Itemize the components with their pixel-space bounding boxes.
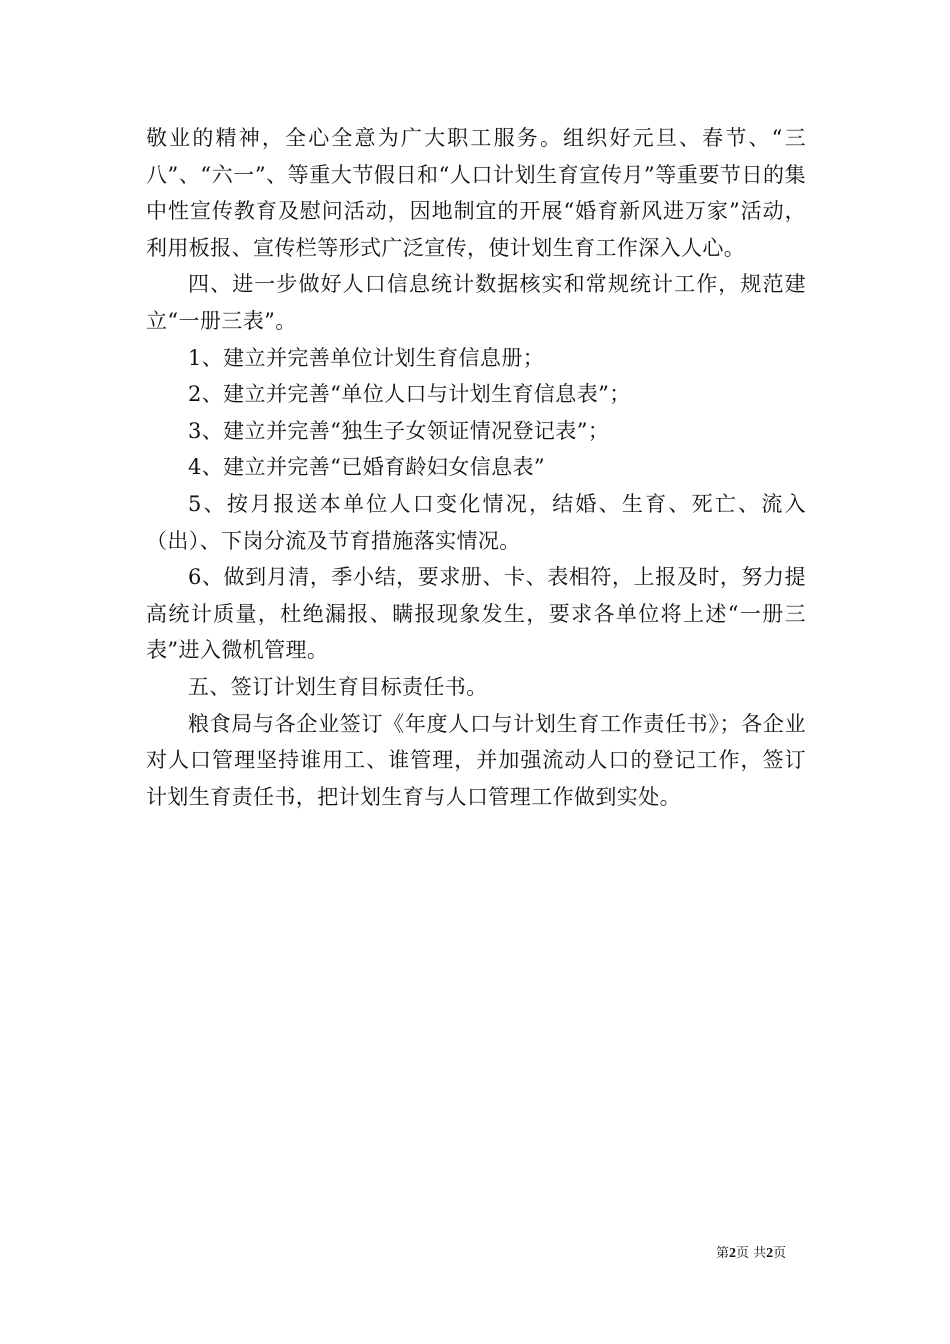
- list-item-2: 2、建立并完善“单位人口与计划生育信息表”；: [188, 382, 631, 407]
- paragraph-section-five: 五、签订计划生育目标责任书。: [188, 674, 488, 699]
- paragraph-continuation: 敬业的精神，全心全意为广大职工服务。组织好元旦、春节、“三八”、“六一”、等重大节假日和“人口计划生育宣传月”等重要节日的集中性宣传教育及慰问活动，因地制宜的开展“婚育新风进万家”活动，利用板报、宣传栏等形式广泛宣传，使计划生育工作深入人心。: [146, 126, 806, 260]
- list-item-4: 4、建立并完善“已婚育龄妇女信息表”: [188, 455, 546, 480]
- paragraph-section-four: 四、进一步做好人口信息统计数据核实和常规统计工作，规范建立“一册三表”。: [146, 272, 806, 333]
- footer-prefix: 第: [716, 1246, 730, 1261]
- document-body: [146, 120, 806, 815]
- list-item-1: 1、建立并完善单位计划生育信息册；: [188, 345, 545, 370]
- list-item-5: 5、按月报送本单位人口变化情况，结婚、生育、死亡、流入（出）、下岗分流及节育措施落实情况。: [146, 491, 806, 553]
- page-number-footer: [716, 1245, 816, 1263]
- footer-total-pages: 2: [766, 1246, 774, 1261]
- footer-suffix: 页: [773, 1246, 787, 1261]
- list-item-6: 6、做到月清，季小结，要求册、卡、表相符，上报及时，努力提高统计质量，杜绝漏报、瞒报现象发生，要求各单位将上述“一册三表”进入微机管理。: [146, 565, 806, 663]
- footer-middle: 页 共: [736, 1246, 767, 1261]
- footer-current-page: 2: [729, 1246, 737, 1261]
- paragraph-responsibility: 粮食局与各企业签订《年度人口与计划生育工作责任书》；各企业对人口管理坚持谁用工、谁管理，并加强流动人口的登记工作，签订计划生育责任书，把计划生育与人口管理工作做到实处。: [146, 711, 806, 809]
- list-item-3: 3、建立并完善“独生子女领证情况登记表”；: [188, 418, 610, 443]
